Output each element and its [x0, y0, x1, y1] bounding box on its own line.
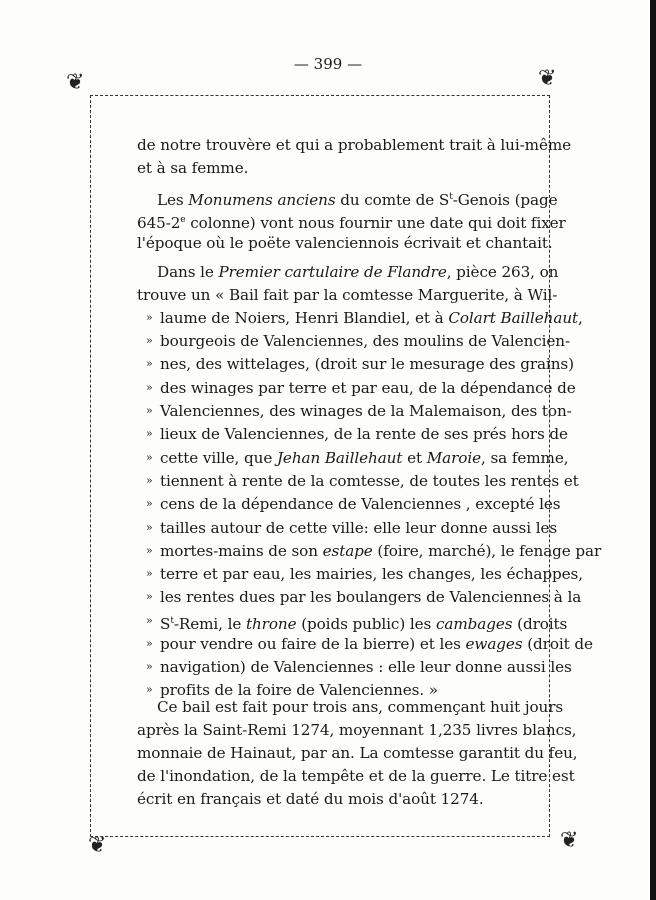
italic-text: Colart Baillehaut: [448, 309, 579, 327]
quote-mark: »: [146, 637, 153, 650]
text-line: [137, 233, 553, 253]
text-segment: tiennent à rente de la comtesse, de toutes les rentes et: [160, 472, 579, 490]
corner-ornament-icon: ❦: [66, 70, 85, 95]
quote-mark: »: [146, 590, 153, 603]
text-segment: -Genois (page: [452, 191, 558, 210]
scan-edge: [650, 0, 656, 900]
text-line: [157, 262, 559, 282]
text-segment: mortes-mains de son: [160, 542, 323, 560]
text-line: [146, 587, 582, 607]
text-segment: monnaie de Hainaut, par an. La comtesse garantit du feu,: [137, 744, 578, 762]
text-segment: et à sa femme.: [137, 159, 249, 177]
text-segment: lieux de Valenciennes, de la rente de ses prés hors de: [160, 425, 568, 443]
quote-mark: »: [146, 357, 153, 370]
text-line: [146, 308, 583, 328]
text-segment: t: [449, 192, 453, 202]
quote-mark: »: [146, 451, 153, 464]
text-segment: (droit de: [522, 635, 593, 653]
text-segment: Les: [157, 191, 189, 210]
text-segment: ,: [578, 309, 583, 327]
text-segment: , sa femme,: [480, 449, 569, 467]
italic-text: ewages: [465, 635, 523, 653]
text-segment: et: [402, 449, 427, 467]
text-line: [137, 210, 566, 233]
quote-mark: »: [146, 683, 153, 696]
text-segment: navigation) de Valenciennes : elle leur donne aussi les: [160, 658, 572, 676]
page-number: — 399 —: [293, 55, 363, 73]
quote-mark: »: [146, 660, 153, 673]
text-segment: pour vendre ou faire de la bierre) et les: [160, 635, 466, 653]
italic-text: Premier cartulaire de Flandre: [218, 263, 447, 281]
quote-mark: »: [146, 404, 153, 417]
text-segment: e: [180, 215, 186, 225]
text-line: [137, 789, 512, 809]
italic-text: estape: [322, 542, 373, 560]
text-segment: du comte de S: [335, 191, 450, 210]
text-line: [146, 378, 576, 398]
text-line: [146, 518, 558, 538]
text-line: [146, 424, 568, 444]
text-line: [137, 158, 512, 178]
text-segment: les rentes dues par les boulangers de Valenciennes à la: [160, 588, 582, 606]
quote-mark: »: [146, 427, 153, 440]
text-line: [146, 448, 569, 468]
italic-text: Monumens anciens: [188, 191, 336, 210]
text-segment: profits de la foire de Valenciennes. »: [160, 681, 438, 699]
quote-mark: »: [146, 381, 153, 394]
text-line: [146, 541, 602, 561]
text-segment: terre et par eau, les mairies, les changes, les échappes,: [160, 565, 583, 583]
text-segment: (droits: [512, 615, 568, 634]
text-segment: colonne) vont nous fournir une date qui doit fixer: [185, 214, 566, 233]
quote-mark: »: [146, 311, 153, 324]
quote-mark: »: [146, 567, 153, 580]
quote-mark: »: [146, 497, 153, 510]
text-segment: des winages par terre et par eau, de la dépendance de: [160, 379, 576, 397]
italic-text: throne: [246, 615, 297, 634]
text-line: [146, 634, 593, 654]
text-line: [146, 354, 574, 374]
quote-mark: »: [146, 334, 153, 347]
text-segment: laume de Noiers, Henri Blandiel, et à: [160, 309, 449, 327]
text-line: [146, 564, 583, 584]
text-segment: écrit en français et daté du mois d'août 1274.: [137, 790, 484, 808]
text-segment: bourgeois de Valenciennes, des moulins de Valencien-: [160, 332, 571, 350]
text-line: [137, 766, 575, 786]
text-line: [137, 135, 572, 155]
italic-text: Jehan Baillehaut: [276, 449, 403, 467]
text-line: [137, 743, 578, 763]
text-segment: après la Saint-Remi 1274, moyennant 1,235 livres blancs,: [137, 721, 577, 739]
corner-ornament-icon: ❦: [538, 66, 557, 91]
text-line: [146, 331, 571, 351]
text-segment: de l'inondation, de la tempête et de la guerre. Le titre est: [137, 767, 575, 785]
text-segment: , pièce 263, on: [446, 263, 559, 281]
text-segment: Valenciennes, des winages de la Malemaison, des ton-: [160, 402, 572, 420]
text-segment: l'époque où le poëte valenciennois écrivait et chantait.: [137, 234, 553, 252]
italic-text: Maroie: [426, 449, 481, 467]
text-segment: cens de la dépendance de Valenciennes , excepté les: [160, 495, 561, 513]
quote-mark: »: [146, 614, 153, 627]
text-line: [137, 285, 558, 305]
text-segment: t: [170, 616, 174, 626]
text-segment: -Remi, le: [173, 615, 246, 634]
text-segment: tailles autour de cette ville: elle leur donne aussi les: [160, 519, 558, 537]
text-line: [137, 720, 577, 740]
text-segment: nes, des wittelages, (droit sur le mesurage des grains): [160, 355, 574, 373]
text-line: [157, 187, 558, 210]
text-segment: de notre trouvère et qui a probablement trait à lui-même: [137, 136, 572, 154]
corner-ornament-icon: ❦: [88, 833, 107, 858]
text-line: [146, 401, 572, 421]
quote-mark: »: [146, 521, 153, 534]
text-segment: cette ville, que: [160, 449, 277, 467]
text-segment: S: [160, 615, 171, 634]
italic-text: cambages: [435, 615, 513, 634]
text-line: [157, 697, 564, 717]
quote-mark: »: [146, 474, 153, 487]
quote-mark: »: [146, 544, 153, 557]
text-line: [146, 494, 561, 514]
text-line: [146, 471, 579, 491]
text-line: [146, 611, 568, 634]
text-segment: 645-2: [137, 214, 181, 233]
text-segment: (foire, marché), le fenage par: [372, 542, 602, 560]
text-segment: Dans le: [157, 263, 219, 281]
text-segment: trouve un « Bail fait par la comtesse Marguerite, à Wil-: [137, 286, 558, 304]
corner-ornament-icon: ❦: [560, 828, 579, 853]
text-segment: Ce bail est fait pour trois ans, commençant huit jours: [157, 698, 564, 716]
text-line: [146, 657, 572, 677]
text-segment: (poids public) les: [296, 615, 436, 634]
